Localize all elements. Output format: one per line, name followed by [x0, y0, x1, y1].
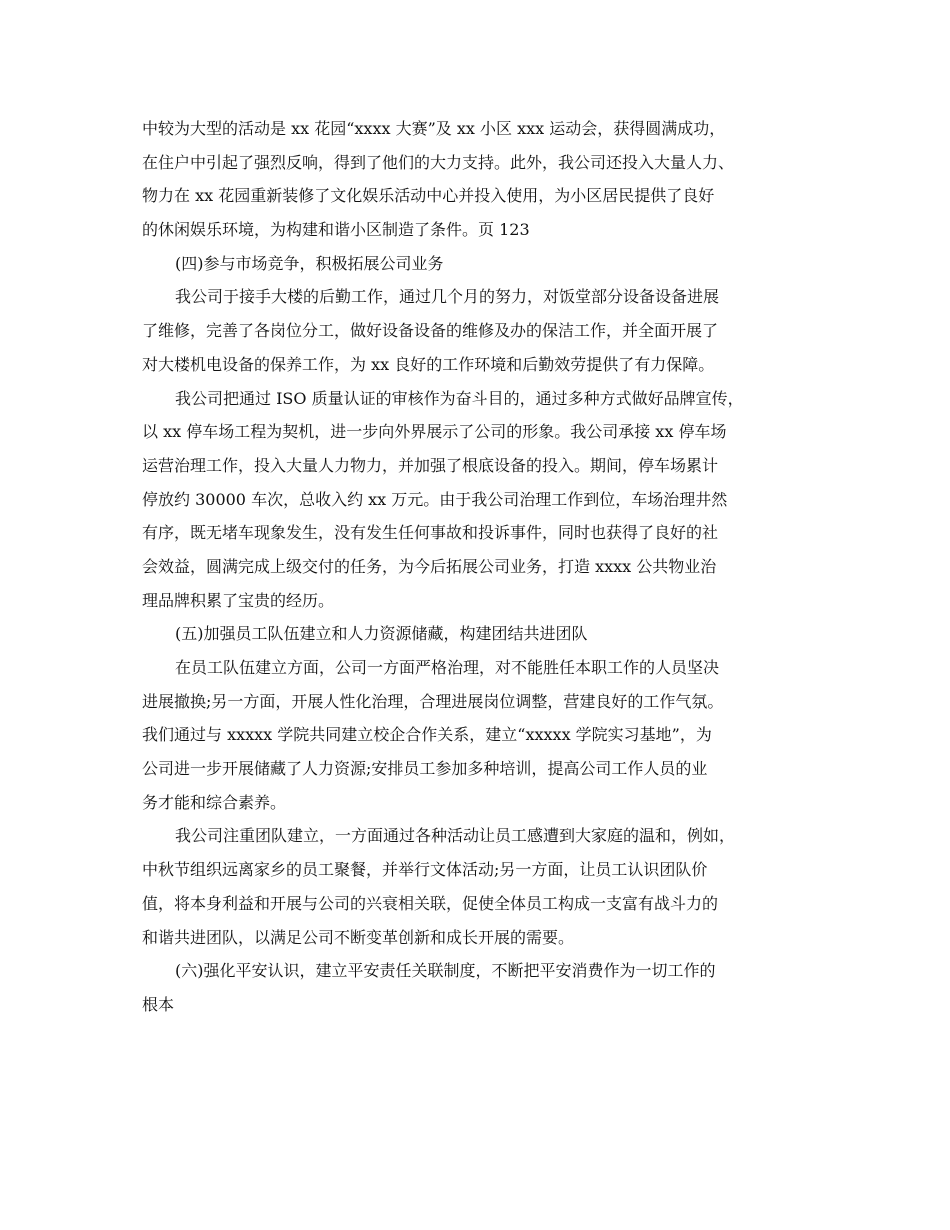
text-line: 有序，既无堵车现象发生，没有发生任何事故和投诉事件，同时也获得了良好的社	[142, 523, 719, 543]
document-body	[142, 112, 832, 1022]
text-line: 停放约 30000 车次，总收入约 xx 万元。由于我公司治理工作到位，车场治理井然	[142, 489, 728, 509]
text-line: 根本	[142, 994, 175, 1014]
text-line: 以 xx 停车场工程为契机，进一步向外界展示了公司的形象。我公司承接 xx 停车场	[142, 422, 727, 442]
text-line: 在住户中引起了强烈反响，得到了他们的大力支持。此外，我公司还投入大量人力、	[142, 152, 735, 172]
text-line: 在员工队伍建立方面，公司一方面严格治理，对不能胜任本职工作的人员坚决	[175, 658, 720, 677]
text-line: (四)参与市场竞争，积极拓展公司业务	[175, 253, 444, 273]
text-line: 值，将本身利益和开展与公司的兴衰相关联，促使全体员工构成一支富有战斗力的	[142, 893, 719, 913]
text-line: 物力在 xx 花园重新装修了文化娱乐活动中心并投入使用，为小区居民提供了良好	[142, 186, 715, 206]
text-line: 的休闲娱乐环境，为构建和谐小区制造了条件。页 123	[142, 220, 530, 240]
text-line: 和谐共进团队，以满足公司不断变革创新和成长开展的需要。	[142, 927, 575, 947]
text-line: 会效益，圆满完成上级交付的任务，为今后拓展公司业务，打造 xxxx 公共物业治	[142, 556, 717, 576]
text-line: 公司进一步开展储藏了人力资源;安排员工参加多种培训，提高公司工作人员的业	[142, 759, 708, 779]
text-line: 中较为大型的活动是 xx 花园“xxxx 大赛”及 xx 小区 xxx 运动会，获得圆满成功，	[142, 119, 726, 138]
text-line: 我公司注重团队建立，一方面通过各种活动让员工感遭到大家庭的温和，例如，	[175, 826, 736, 846]
text-line: (五)加强员工队伍建立和人力资源储藏，构建团结共进团队	[175, 624, 588, 644]
text-line: 对大楼机电设备的保养工作，为 xx 良好的工作环境和后勤效劳提供了有力保障。	[142, 354, 715, 374]
text-line: 我们通过与 xxxxx 学院共同建立校企合作关系，建立“xxxxx 学院实习基地”，为	[142, 725, 712, 745]
text-line: 理品牌积累了宝贵的经历。	[142, 590, 335, 610]
text-line: (六)强化平安认识，建立平安责任关联制度，不断把平安消费作为一切工作的	[175, 961, 716, 981]
text-line: 进展撤换;另一方面，开展人性化治理，合理进展岗位调整，营建良好的工作气氛。	[142, 691, 724, 711]
text-line: 务才能和综合素养。	[142, 792, 287, 812]
text-line: 中秋节组织远离家乡的员工聚餐，并举行文体活动;另一方面，让员工认识团队价	[142, 860, 708, 880]
text-line: 我公司把通过 ISO 质量认证的审核作为奋斗目的，通过多种方式做好品牌宣传，	[175, 388, 744, 408]
text-line: 我公司于接手大楼的后勤工作，通过几个月的努力，对饭堂部分设备设备进展	[175, 287, 720, 307]
text-line: 运营治理工作，投入大量人力物力，并加强了根底设备的投入。期间，停车场累计	[142, 455, 719, 475]
text-line: 了维修，完善了各岗位分工，做好设备设备的维修及办的保洁工作，并全面开展了	[142, 321, 719, 341]
